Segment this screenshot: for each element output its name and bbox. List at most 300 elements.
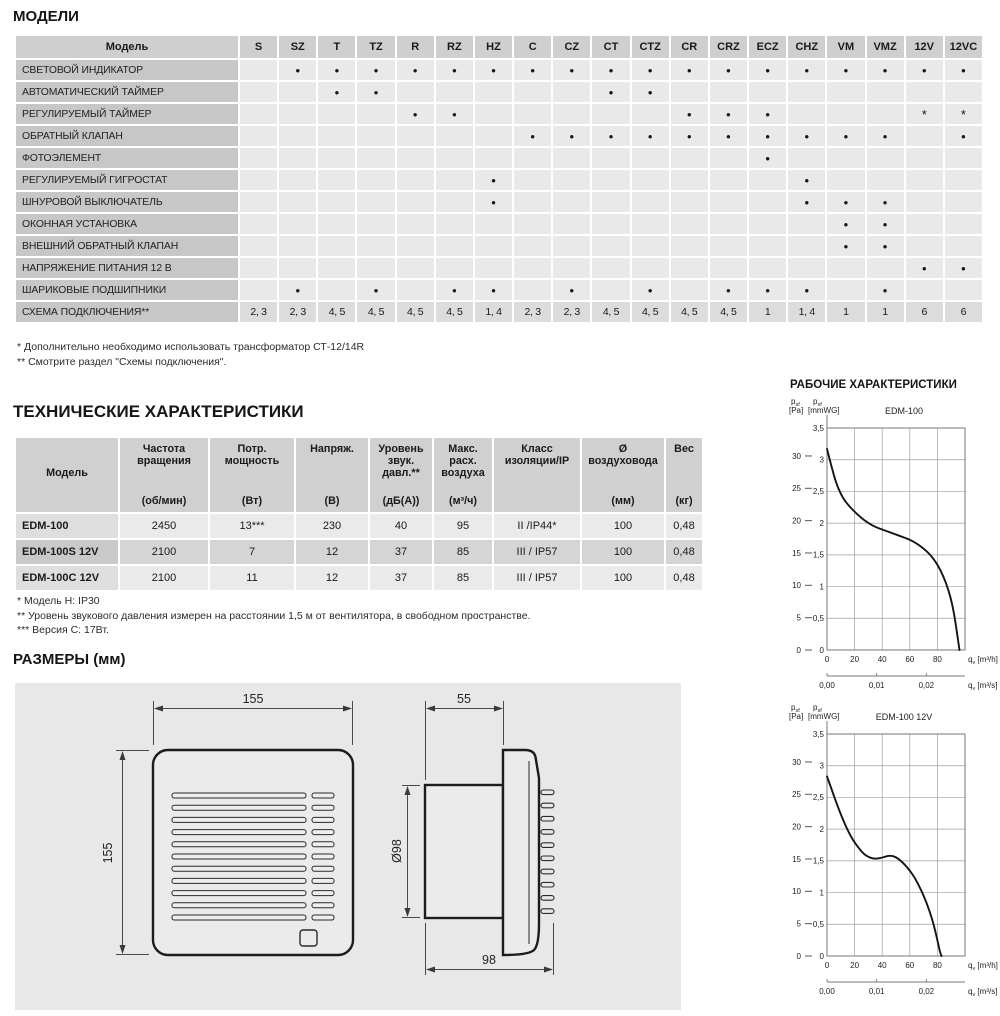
x2-axis-label: $q_v$ [m³/s] [968,987,998,998]
feature-cell [397,258,434,278]
tech-model-cell: EDM-100 [16,514,118,538]
feature-cell: 1, 4 [475,302,512,322]
feature-cell: • [827,192,864,212]
feature-cell [318,170,355,190]
feature-cell [279,192,316,212]
feature-cell: • [671,126,708,146]
feature-cell: • [867,192,904,212]
grille-slat [172,817,306,822]
tech-row [16,566,702,590]
tech-header-name: Класс изоляции/IP [504,443,570,467]
grille-slat [172,854,306,859]
spring-clip-fin [541,909,554,914]
feature-cell [788,214,825,234]
total-depth-label: 98 [482,953,496,967]
feature-cell [553,170,590,190]
feature-cell [318,126,355,146]
feature-cell [475,148,512,168]
tech-value-cell: 2450 [120,514,208,538]
feature-cell [867,82,904,102]
grille-slat [172,878,306,883]
feature-label: СХЕМА ПОДКЛЮЧЕНИЯ** [16,302,238,322]
feature-cell [671,280,708,300]
tech-header-unit: (м³/ч) [448,495,478,507]
feature-cell [749,258,786,278]
feature-cell: • [397,60,434,80]
tech-header-name: Потр. мощность [224,443,280,467]
models-header-cell: R [397,36,434,58]
tech-header-unit: (мм) [611,495,635,507]
feature-cell: • [827,126,864,146]
tech-header-name: Вес [674,443,694,455]
feature-cell [827,148,864,168]
feature-cell [397,280,434,300]
y-tick-pa: 25 [792,484,801,494]
tech-value-cell: 100 [582,540,664,564]
feature-cell [397,82,434,102]
feature-cell: • [749,148,786,168]
feature-cell [710,82,747,102]
feature-cell: • [632,126,669,146]
feature-cell: • [592,60,629,80]
feature-label: ОКОННАЯ УСТАНОВКА [16,214,238,234]
feature-cell [671,258,708,278]
x2-tick: 0,01 [868,987,885,996]
feature-cell: * [906,104,943,124]
feature-cell: • [788,192,825,212]
feature-cell [318,258,355,278]
x2-tick: 0,00 [819,987,835,996]
y-tick-mmwg: 1 [819,582,824,592]
tech-footnote-2: ** Уровень звукового давления измерен на расстоянии 1,5 м от вентилятора, в свободном пространстве. [17,609,531,622]
tech-specs-table [14,436,704,592]
models-header-cell: HZ [475,36,512,58]
tech-value-cell: 37 [370,540,432,564]
models-header-cell: CT [592,36,629,58]
feature-cell [788,104,825,124]
feature-cell [318,148,355,168]
feature-cell [514,236,551,256]
feature-cell: • [475,170,512,190]
feature-cell [867,104,904,124]
feature-cell: • [553,126,590,146]
feature-row [16,104,982,124]
tech-header-cell [210,438,294,512]
feature-cell [710,192,747,212]
grille-slat [312,903,334,908]
tech-value-cell: II /IP44* [494,514,580,538]
feature-cell: * [945,104,982,124]
x2-tick: 0,02 [918,987,935,996]
feature-cell [475,82,512,102]
performance-curve [827,449,959,650]
y-tick-pa: 5 [796,613,801,623]
feature-label: НАПРЯЖЕНИЕ ПИТАНИЯ 12 В [16,258,238,278]
grille-slat [172,830,306,835]
models-header-cell: C [514,36,551,58]
feature-cell [357,148,394,168]
models-footnote-1: * Дополнительно необходимо использовать трансформатор СТ-12/14R [17,341,365,353]
feature-cell: 4, 5 [357,302,394,322]
feature-cell [749,214,786,234]
feature-cell [436,214,473,234]
feature-cell [240,82,277,102]
tech-header-cell [120,438,208,512]
models-header-cell: VM [827,36,864,58]
feature-cell [240,236,277,256]
feature-cell: • [553,280,590,300]
spring-clip-fin [541,843,554,848]
tech-header-unit: (В) [324,495,340,507]
feature-cell [827,82,864,102]
feature-cell: 4, 5 [397,302,434,322]
y-axis-unit-pa: [Pa] [789,406,804,415]
models-header-cell: S [240,36,277,58]
grille-slat [312,866,334,871]
y-tick-pa: 0 [796,645,801,655]
y-tick-mmwg: 3,5 [812,729,824,739]
feature-row [16,60,982,80]
feature-cell [240,280,277,300]
tech-value-cell: 0,48 [666,566,702,590]
feature-cell [514,280,551,300]
x-tick: 40 [877,655,887,664]
feature-cell: • [867,280,904,300]
tech-footnote-1: * Модель H: IP30 [17,595,100,607]
tech-value-cell: 11 [210,566,294,590]
feature-label: РЕГУЛИРУЕМЫЙ ГИГРОСТАТ [16,170,238,190]
plot-frame [827,734,965,956]
grille-slat [312,915,334,920]
x-axis-label: $q_v$ [m³/h] [968,961,998,972]
models-section-title: МОДЕЛИ [13,8,79,25]
y-tick-pa: 30 [792,451,801,461]
x-tick: 40 [877,961,887,970]
feature-cell: • [788,126,825,146]
y-tick-mmwg: 2,5 [812,793,824,803]
feature-cell [357,170,394,190]
feature-cell [397,126,434,146]
feature-cell [240,170,277,190]
grille-slat [312,793,334,798]
plot-frame [827,428,965,650]
x2-axis-label: $q_v$ [m³/s] [968,681,998,692]
feature-cell [475,214,512,234]
feature-cell [906,170,943,190]
feature-cell [240,60,277,80]
feature-cell [749,192,786,212]
feature-cell [318,280,355,300]
feature-cell: • [632,82,669,102]
tech-model-cell: EDM-100S 12V [16,540,118,564]
feature-cell: • [318,60,355,80]
duct-diameter-label: Ø98 [390,839,404,863]
chart-edm-100 [785,392,1000,704]
feature-cell [710,258,747,278]
tech-row [16,540,702,564]
models-header-cell: TZ [357,36,394,58]
feature-cell [357,104,394,124]
feature-cell: • [475,60,512,80]
feature-cell: • [749,280,786,300]
grille-slat [312,891,334,896]
feature-cell [671,82,708,102]
models-header-cell: SZ [279,36,316,58]
tech-value-cell: 0,48 [666,514,702,538]
grille-slat [172,891,306,896]
feature-cell: 1 [827,302,864,322]
feature-cell [592,148,629,168]
feature-cell: • [867,236,904,256]
feature-cell [436,126,473,146]
models-header-row [16,36,982,58]
grille-slat [172,915,306,920]
feature-cell [710,148,747,168]
tech-value-cell: 2100 [120,540,208,564]
feature-cell: 4, 5 [710,302,747,322]
feature-row [16,148,982,168]
tech-header-name: Макс. расх. воздуха [441,443,485,479]
feature-cell: • [357,60,394,80]
feature-cell [240,104,277,124]
models-header-cell: CHZ [788,36,825,58]
feature-cell [514,170,551,190]
tech-header-cell [494,438,580,512]
feature-cell [906,82,943,102]
grille-slat [312,805,334,810]
models-header-cell: 12VC [945,36,982,58]
y-tick-mmwg: 2,5 [812,487,824,497]
feature-cell [279,236,316,256]
feature-cell [318,214,355,234]
y-tick-mmwg: 0 [819,951,824,961]
grille-slat [312,817,334,822]
feature-cell: • [475,280,512,300]
feature-cell: • [632,280,669,300]
tech-value-cell: 7 [210,540,294,564]
feature-cell: 4, 5 [436,302,473,322]
feature-cell: 2, 3 [514,302,551,322]
y-tick-mmwg: 0,5 [812,920,824,930]
tech-value-cell: 13*** [210,514,294,538]
feature-cell: 2, 3 [553,302,590,322]
feature-cell [240,126,277,146]
models-header-cell: 12V [906,36,943,58]
feature-cell: • [827,214,864,234]
feature-cell [397,148,434,168]
front-height-label: 155 [101,842,115,864]
y-tick-pa: 15 [792,548,801,558]
feature-cell [632,214,669,234]
feature-cell: • [632,60,669,80]
tech-row [16,514,702,538]
feature-cell [475,126,512,146]
feature-cell [436,236,473,256]
models-header-cell: CR [671,36,708,58]
tech-footnote-3: *** Версия С: 17Вт. [17,624,109,636]
tech-model-cell: EDM-100C 12V [16,566,118,590]
tech-header-unit: (дБ(А)) [382,495,420,507]
tech-value-cell: 37 [370,566,432,590]
tech-value-cell: 40 [370,514,432,538]
feature-cell [357,192,394,212]
feature-row [16,192,982,212]
feature-cell [514,148,551,168]
feature-cell [906,126,943,146]
feature-cell: • [710,126,747,146]
y-axis-unit-mmwg: [mmWG] [808,406,840,415]
tech-header-unit: (об/мин) [141,495,187,507]
x2-tick: 0,02 [918,681,935,690]
grille-slat [172,805,306,810]
feature-cell [553,104,590,124]
x-tick: 60 [905,655,915,664]
x-tick: 80 [932,961,942,970]
feature-cell: • [357,82,394,102]
tech-header-name: Модель [46,467,88,479]
feature-cell: • [279,60,316,80]
feature-cell [357,126,394,146]
tech-header-cell [370,438,432,512]
feature-cell [397,214,434,234]
feature-cell: 2, 3 [240,302,277,322]
feature-label: АВТОМАТИЧЕСКИЙ ТАЙМЕР [16,82,238,102]
feature-cell: • [749,60,786,80]
feature-cell [632,104,669,124]
feature-cell [397,236,434,256]
tech-value-cell: III / IP57 [494,540,580,564]
x-axis-label: $q_v$ [m³/h] [968,655,998,666]
feature-row [16,214,982,234]
feature-cell [710,170,747,190]
feature-cell [788,258,825,278]
y-axis-label-mmwg: $p_{sf}$ [813,397,822,408]
feature-row [16,170,982,190]
feature-cell [749,170,786,190]
feature-cell: • [867,214,904,234]
feature-cell: • [945,60,982,80]
y-tick-pa: 25 [792,790,801,800]
feature-cell [592,236,629,256]
spring-clip-fin [541,803,554,808]
feature-cell: • [514,126,551,146]
feature-cell [514,192,551,212]
feature-cell [357,214,394,234]
feature-cell: • [906,258,943,278]
tech-value-cell: 230 [296,514,368,538]
feature-cell: 4, 5 [671,302,708,322]
feature-cell [945,280,982,300]
feature-cell: • [788,280,825,300]
models-header-cell: RZ [436,36,473,58]
y-tick-pa: 20 [792,822,801,832]
feature-cell [671,170,708,190]
front-view [153,750,353,955]
feature-cell [357,258,394,278]
x-tick: 0 [824,655,830,664]
y-tick-pa: 30 [792,757,801,767]
indicator-window [300,930,317,946]
feature-cell [906,280,943,300]
feature-cell [592,258,629,278]
y-tick-mmwg: 1 [819,888,824,898]
x2-tick: 0,01 [868,681,885,690]
feature-cell: • [749,104,786,124]
feature-cell: • [592,82,629,102]
tech-value-cell: 12 [296,566,368,590]
y-axis-label-mmwg: $p_{sf}$ [813,703,822,714]
feature-cell [553,236,590,256]
y-tick-mmwg: 1,5 [812,856,824,866]
tech-value-cell: III / IP57 [494,566,580,590]
feature-cell [279,104,316,124]
feature-cell [671,148,708,168]
feature-cell [436,192,473,212]
x2-tick: 0,00 [819,681,835,690]
feature-row [16,302,982,322]
feature-cell [788,148,825,168]
feature-cell: • [671,104,708,124]
feature-cell [279,214,316,234]
dimensions-panel [15,683,681,1010]
feature-cell [553,258,590,278]
feature-cell [240,258,277,278]
feature-cell [592,214,629,234]
dimensions-drawing [15,683,681,1010]
grille-slat [312,842,334,847]
tech-value-cell: 85 [434,540,492,564]
feature-cell [514,104,551,124]
grille-slat [172,842,306,847]
feature-cell: 1 [867,302,904,322]
front-width-label: 155 [242,692,264,706]
feature-cell [945,192,982,212]
feature-cell [318,104,355,124]
feature-cell: • [671,60,708,80]
x-tick: 20 [850,655,860,664]
feature-cell [827,280,864,300]
x-tick: 20 [850,961,860,970]
feature-label: ШАРИКОВЫЕ ПОДШИПНИКИ [16,280,238,300]
feature-cell: 4, 5 [592,302,629,322]
feature-cell [867,148,904,168]
y-axis-unit-pa: [Pa] [789,712,804,721]
y-tick-pa: 0 [796,951,801,961]
feature-cell [318,192,355,212]
duct-length-label: 55 [457,692,471,706]
feature-cell: 6 [906,302,943,322]
feature-cell [945,236,982,256]
feature-row [16,82,982,102]
feature-cell [906,148,943,168]
feature-cell [906,192,943,212]
feature-cell [475,258,512,278]
spring-clips [541,790,554,913]
y-tick-pa: 15 [792,854,801,864]
models-header-model: Модель [16,36,238,58]
feature-cell: 2, 3 [279,302,316,322]
tech-header-cell [296,438,368,512]
feature-cell: • [436,280,473,300]
y-tick-mmwg: 3,5 [812,423,824,433]
feature-row [16,280,982,300]
feature-cell [632,192,669,212]
feature-cell: 4, 5 [632,302,669,322]
front-view-body [153,750,353,955]
tech-value-cell: 100 [582,514,664,538]
models-header-cell: VMZ [867,36,904,58]
tech-header-name: Напряж. [310,443,354,455]
